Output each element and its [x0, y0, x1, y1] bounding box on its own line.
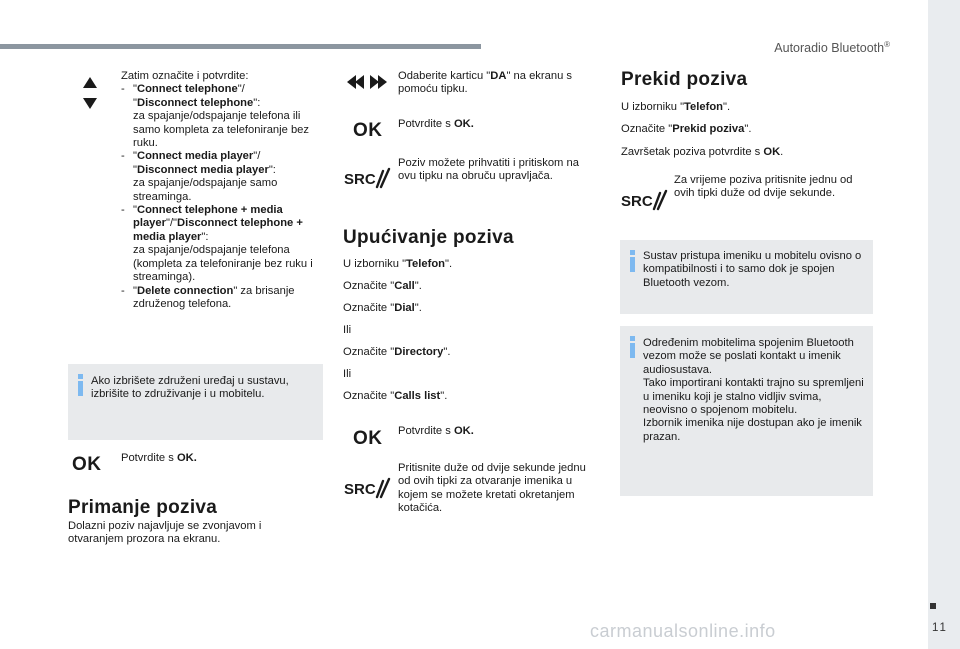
svg-text:SRC: SRC — [621, 193, 653, 210]
list-item: - "Connect telephone + media player"/"Disconnect telephone + media player": za spajanje/odspajanje telefona (kompleta za telefoniranje bez ruku i streaminga). — [121, 204, 313, 284]
intro-text: Zatim označite i potvrdite: — [121, 70, 249, 82]
step-line: U izborniku "Telefon". — [343, 258, 453, 270]
src-phone-button-icon — [344, 167, 392, 189]
svg-text:SRC: SRC — [344, 171, 376, 188]
ok-button-icon: OK — [353, 428, 383, 449]
up-down-arrows-icon — [82, 77, 98, 109]
info-note — [68, 364, 323, 440]
step-line: Ili — [343, 368, 352, 380]
paragraph: Dolazni poziv najavljuje se zvonjavom i otvaranjem prozora na ekranu. — [68, 520, 262, 546]
info-note — [620, 326, 873, 496]
note-text: Određenim mobitelima spojenim Bluetooth vezom može se poslati kontakt u imenik audiosustava. Tako importirani kontakti trajno su spremljeni u imeniku koji je stalno vidljiv svima, neovisno o spojenom mobitelu. Izbornik imenika nije dostupan ako je imenik prazan. — [643, 337, 864, 443]
section-marker — [930, 603, 936, 609]
step-list — [621, 101, 871, 159]
confirm-text: Potvrdite s OK. — [398, 425, 474, 437]
note-text: Ako izbrišete združeni uređaj u sustavu, izbrišite to združivanje i u mobitelu. — [91, 375, 289, 401]
section-heading: Upućivanje poziva — [343, 227, 514, 248]
top-rule — [0, 44, 481, 49]
section-heading: Prekid poziva — [621, 69, 748, 90]
src-phone-button-icon — [344, 477, 392, 499]
step-line: Označite "Dial". — [343, 302, 422, 314]
step-line: Ili — [343, 324, 352, 336]
step-line: Označite "Prekid poziva". — [621, 123, 752, 136]
tab-select-text: Odaberite karticu "DA" na ekranu s pomoću tipku. — [398, 70, 572, 96]
connection-options — [121, 70, 321, 311]
src-text: Poziv možete prihvatiti i pritiskom na ovu tipku na obruču upravljača. — [398, 157, 579, 183]
list-item: - "Connect media player"/ "Disconnect media player": za spajanje/odspajanje samo streaminga. — [121, 150, 278, 203]
src-text: Pritisnite duže od dvije sekunde jednu od ovih tipki za otvaranje imenika u kojem se možete kretati okretanjem kotačića. — [398, 462, 586, 515]
step-list — [343, 258, 583, 403]
step-line: Označite "Directory". — [343, 346, 451, 358]
step-line: Označite "Calls list". — [343, 390, 448, 402]
confirm-text: Potvrdite s OK. — [398, 118, 474, 130]
step-line: U izborniku "Telefon". — [621, 101, 731, 113]
list-item: - "Delete connection" za brisanje združenog telefona. — [121, 284, 295, 310]
info-icon — [74, 374, 88, 396]
side-band — [928, 0, 960, 649]
info-icon — [626, 336, 640, 358]
page-number: 11 — [932, 622, 948, 634]
ok-button-icon: OK — [72, 454, 102, 475]
info-note — [620, 240, 873, 314]
list-item: - "Connect telephone"/ "Disconnect telephone": za spajanje/odspajanje telefona ili samo kompleta za telefoniranje bez ruku. — [121, 83, 309, 150]
src-text: Za vrijeme poziva pritisnite jednu od ovih tipki duže od dvije sekunde. — [674, 174, 853, 200]
step-line: Završetak poziva potvrdite s OK. — [621, 145, 784, 158]
page-header: Autoradio Bluetooth® — [774, 40, 890, 56]
confirm-text: Potvrdite s OK. — [121, 452, 197, 464]
ok-button-icon: OK — [353, 120, 383, 141]
watermark: carmanualsonline.info — [590, 621, 776, 641]
info-icon — [626, 250, 640, 272]
section-heading: Primanje poziva — [68, 497, 218, 518]
step-line: Označite "Call". — [343, 280, 422, 292]
left-right-arrows-icon — [347, 74, 387, 90]
src-phone-button-icon — [621, 189, 669, 211]
note-text: Sustav pristupa imeniku u mobitelu ovisno o kompatibilnosti i to samo dok je spojen Bluetooth vezom. — [643, 250, 862, 289]
svg-text:SRC: SRC — [344, 481, 376, 498]
